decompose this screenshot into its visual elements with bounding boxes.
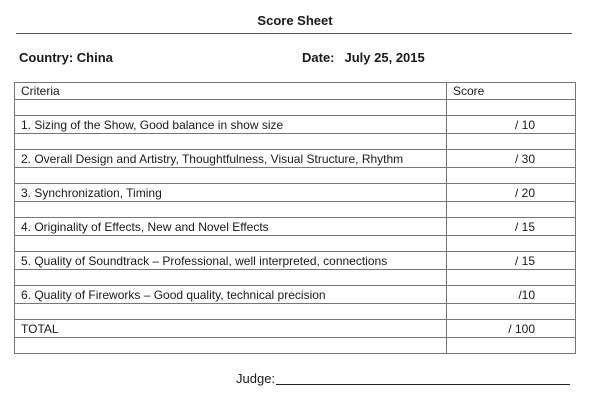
spacer-row: [15, 168, 576, 184]
table-header-row: [15, 83, 576, 100]
score-cell[interactable]: / 10: [447, 116, 576, 134]
score-header: Score: [447, 83, 576, 100]
title-rule: [16, 33, 572, 34]
criteria-cell: 2. Overall Design and Artistry, Thoughtfulness, Visual Structure, Rhythm: [15, 150, 447, 168]
spacer-row: [15, 338, 576, 354]
judge-signature-line[interactable]: [276, 384, 570, 385]
total-score-cell[interactable]: / 100: [447, 320, 576, 338]
table-row: [15, 150, 576, 168]
criteria-cell: 6. Quality of Fireworks – Good quality, technical precision: [15, 286, 447, 304]
table-row: [15, 184, 576, 202]
spacer-row: [15, 270, 576, 286]
spacer-row: [15, 100, 576, 116]
table-row: [15, 286, 576, 304]
spacer-row: [15, 134, 576, 150]
date-label: Date:: [302, 50, 335, 65]
score-cell[interactable]: /10: [447, 286, 576, 304]
criteria-cell: 3. Synchronization, Timing: [15, 184, 447, 202]
criteria-cell: 5. Quality of Soundtrack – Professional, well interpreted, connections: [15, 252, 447, 270]
total-row: [15, 320, 576, 338]
table-row: [15, 116, 576, 134]
score-cell[interactable]: / 15: [447, 218, 576, 236]
spacer-row: [15, 236, 576, 252]
table-row: [15, 252, 576, 270]
score-cell[interactable]: / 20: [447, 184, 576, 202]
spacer-row: [15, 202, 576, 218]
date-value: July 25, 2015: [344, 50, 425, 65]
score-table: [14, 82, 576, 354]
criteria-header: Criteria: [15, 83, 447, 100]
judge-label: Judge:: [236, 371, 276, 386]
total-label: TOTAL: [15, 320, 447, 338]
country-label: Country: China: [19, 50, 113, 65]
criteria-cell: 4. Originality of Effects, New and Novel Effects: [15, 218, 447, 236]
spacer-row: [15, 304, 576, 320]
table-row: [15, 218, 576, 236]
document-title: Score Sheet: [257, 13, 333, 28]
score-cell[interactable]: / 15: [447, 252, 576, 270]
score-cell[interactable]: / 30: [447, 150, 576, 168]
date-block: [302, 50, 425, 65]
criteria-cell: 1. Sizing of the Show, Good balance in show size: [15, 116, 447, 134]
